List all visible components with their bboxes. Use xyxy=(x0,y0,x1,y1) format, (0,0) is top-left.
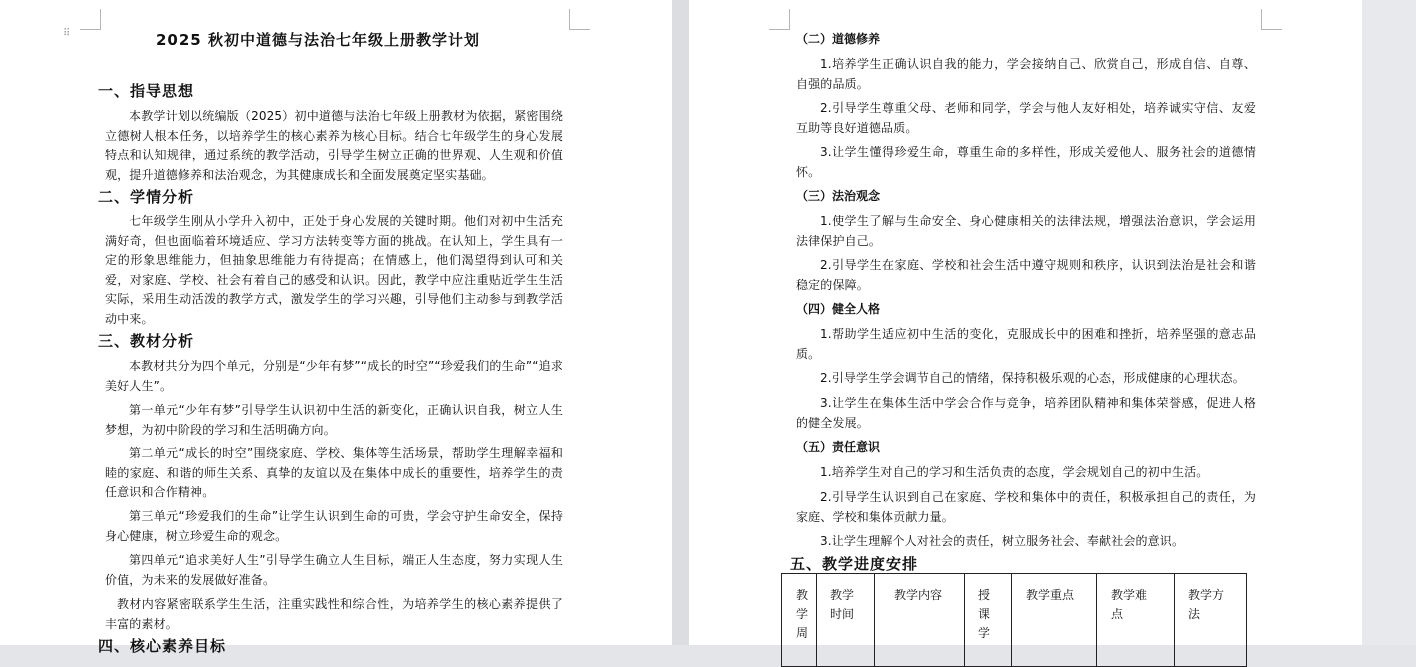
paragraph-unit-1: 第一单元“少年有梦”引导学生认识初中生活的新变化，正确认识自我，树立人生梦想，为初中阶段的学习和生活明确方向。 xyxy=(105,403,563,437)
list-item: 2.引导学生学会调节自己的情绪，保持积极乐观的心态，形成健康的心理状态。 xyxy=(820,371,1245,385)
section-heading-student-analysis: 二、学情分析 xyxy=(98,188,195,206)
section-heading-teaching-schedule: 五、教学进度安排 xyxy=(790,555,919,573)
list-item: 3.让学生理解个人对社会的责任，树立服务社会、奉献社会的意识。 xyxy=(820,534,1185,548)
table-header-cell: 教学重点 xyxy=(1012,574,1097,667)
section-heading-textbook-analysis: 三、教材分析 xyxy=(98,332,195,350)
table-header-cell: 授课学 xyxy=(965,574,1012,667)
table-header-row xyxy=(782,574,1247,667)
margin-corner-mark xyxy=(80,9,101,30)
margin-corner-mark xyxy=(569,9,590,30)
subheading-sense-of-responsibility: （五）责任意识 xyxy=(796,440,881,454)
paragraph-unit-2: 第二单元“成长的时空”围绕家庭、学校、集体等生活场景，帮助学生理解幸福和睦的家庭、和谐的师生关系、真挚的友谊以及在集体中成长的重要性，培养学生的责任意识和合作精神。 xyxy=(105,446,563,499)
paragraph-student-analysis: 七年级学生刚从小学升入初中，正处于身心发展的关键时期。他们对初中生活充满好奇，但也面临着环境适应、学习方法转变等方面的挑战。在认知上，学生具有一定的形象思维能力，但抽象思维能力有待提高；在情感上，他们渴望得到认可和关爱，对家庭、学校、社会有着自己的感受和认识。因此，教学中应注重贴近学生生活实际，采用生动活泼的教学方式，激发学生的学习兴趣，引导他们主动参与到教学活动中来。 xyxy=(105,214,563,326)
drag-handle-icon[interactable]: ⠿ xyxy=(63,28,70,39)
teaching-schedule-table xyxy=(781,573,1247,667)
workspace-right-margin xyxy=(1362,0,1416,645)
list-item: 1.帮助学生适应初中生活的变化，克服成长中的困难和挫折，培养坚强的意志品质。 xyxy=(796,327,1256,361)
table-header-cell: 教学时间 xyxy=(817,574,875,667)
list-item: 1.使学生了解与生命安全、身心健康相关的法律法规，增强法治意识，学会运用法律保护自己。 xyxy=(796,214,1256,248)
list-item: 2.引导学生认识到自己在家庭、学校和集体中的责任，积极承担自己的责任，为家庭、学校和集体贡献力量。 xyxy=(796,490,1256,524)
subheading-moral-cultivation: （二）道德修养 xyxy=(796,32,881,46)
margin-corner-mark xyxy=(769,9,790,30)
margin-corner-mark xyxy=(1261,9,1282,30)
paragraph-guiding-ideology: 本教学计划以统编版（2025）初中道德与法治七年级上册教材为依据，紧密围绕立德树人根本任务，以培养学生的核心素养为核心目标。结合七年级学生的身心发展特点和认知规律，通过系统的教学活动，引导学生树立正确的世界观、人生观和价值观，提升道德修养和法治观念，为其健康成长和全面发展奠定坚实基础。 xyxy=(105,109,563,182)
table-header-cell: 教学方法 xyxy=(1175,574,1247,667)
section-heading-core-literacy: 四、核心素养目标 xyxy=(98,637,227,655)
paragraph-unit-4: 第四单元“追求美好人生”引导学生确立人生目标，端正人生态度，努力实现人生价值，为未来的发展做好准备。 xyxy=(105,553,563,587)
list-item: 1.培养学生对自己的学习和生活负责的态度，学会规划自己的初中生活。 xyxy=(820,465,1209,479)
document-page-1 xyxy=(0,0,672,655)
table-header-cell: 教学周 xyxy=(782,574,817,667)
subheading-rule-of-law: （三）法治观念 xyxy=(796,189,881,203)
document-page-2 xyxy=(689,0,1362,645)
list-item: 2.引导学生在家庭、学校和社会生活中遵守规则和秩序，认识到法治是社会和谐稳定的保障。 xyxy=(796,258,1256,292)
section-heading-guiding-ideology: 一、指导思想 xyxy=(98,82,195,100)
paragraph-textbook-summary: 教材内容紧密联系学生生活，注重实践性和综合性，为培养学生的核心素养提供了丰富的素材。 xyxy=(105,597,563,631)
subheading-sound-personality: （四）健全人格 xyxy=(796,302,881,316)
paragraph-textbook-overview: 本教材共分为四个单元，分别是“少年有梦”“成长的时空”“珍爱我们的生命”“追求美好人生”。 xyxy=(105,359,563,393)
list-item: 2.引导学生尊重父母、老师和同学，学会与他人友好相处，培养诚实守信、友爱互助等良好道德品质。 xyxy=(796,101,1256,135)
table-header-cell: 教学内容 xyxy=(875,574,965,667)
list-item: 3.让学生在集体生活中学会合作与竞争，培养团队精神和集体荣誉感，促进人格的健全发展。 xyxy=(796,396,1256,430)
table-header-cell: 教学难点 xyxy=(1097,574,1175,667)
list-item: 1.培养学生正确认识自我的能力，学会接纳自己、欣赏自己，形成自信、自尊、自强的品质。 xyxy=(796,57,1256,91)
paragraph-unit-3: 第三单元“珍爱我们的生命”让学生认识到生命的可贵，学会守护生命安全，保持身心健康，树立珍爱生命的观念。 xyxy=(105,509,563,543)
page-gap xyxy=(672,0,689,645)
list-item: 3.让学生懂得珍爱生命，尊重生命的多样性，形成关爱他人、服务社会的道德情怀。 xyxy=(796,145,1256,179)
document-title: 2025 秋初中道德与法治七年级上册教学计划 xyxy=(156,31,480,49)
